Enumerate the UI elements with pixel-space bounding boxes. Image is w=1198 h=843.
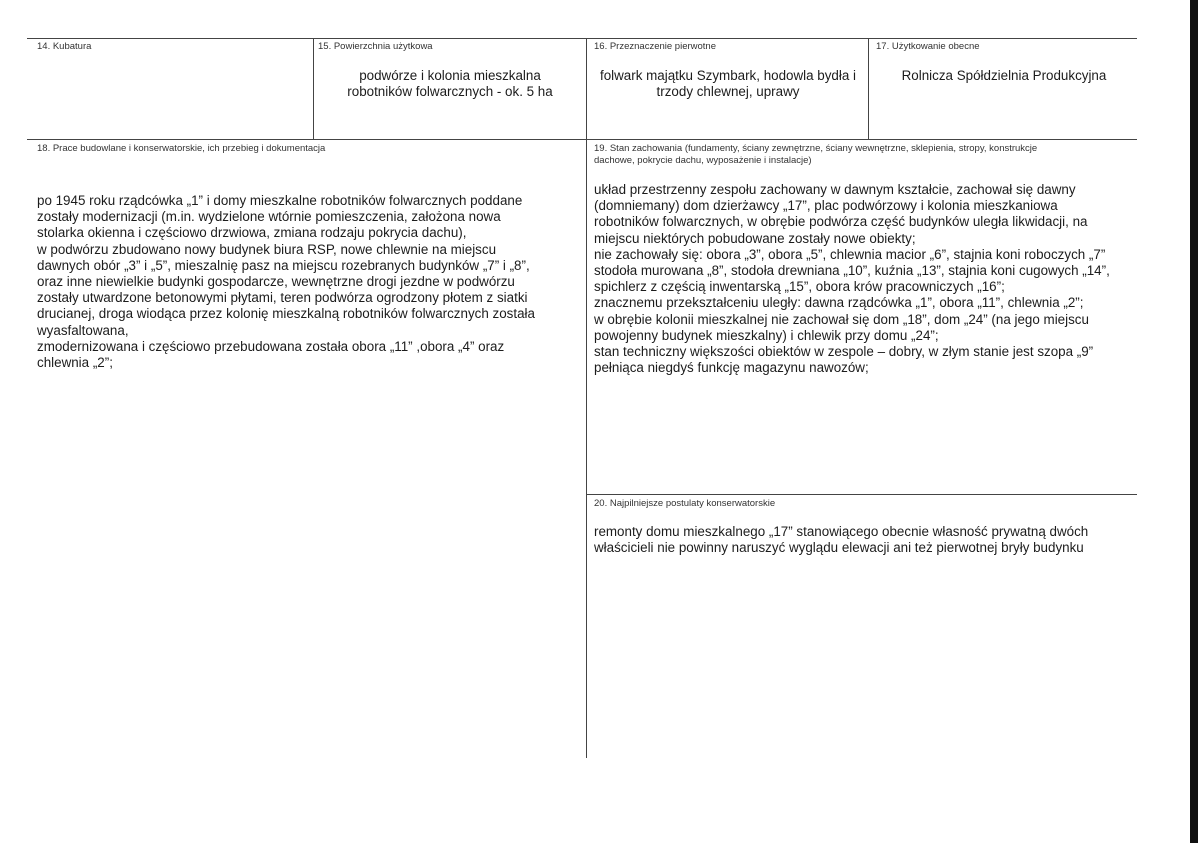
field-19-line: nie zachowały się: obora „3”, obora „5”, chlewnia macior „6”, stajnia koni roboczych „7”: [594, 246, 1106, 262]
field-18-line: zostały utwardzone betonowymi płytami, teren podwórza ogrodzony płotem z siatki: [37, 290, 528, 306]
field-18-line: w podwórzu zbudowano nowy budynek biura RSP, nowe chlewnie na miejscu: [37, 241, 497, 257]
field-19-line: układ przestrzenny zespołu zachowany w dawnym kształcie, zachował się dawny: [594, 182, 1076, 197]
field-20-line: remonty domu mieszkalnego „17” stanowiącego obecnie własność prywatną dwóch: [594, 524, 1089, 539]
field-20-line: właścicieli nie powinny naruszyć wyglądu elewacji ani też pierwotnej bryły budynku: [594, 540, 1084, 556]
field-16-line: folwark majątku Szymbark, hodowla bydła i: [599, 68, 857, 83]
field-18-line: stolarka okienna i częściowo drzwiowa, zmiana rodzaju pokrycia dachu),: [37, 225, 467, 241]
field-19-line: miejscu niektórych pobudowane zostały nowe obiekty;: [594, 230, 916, 246]
rule-col-16: [586, 38, 587, 758]
field-19-line: stodoła murowana „8”, stodoła drewniana „10”, kuźnia „13”, stajnia koni cugowych „14”,: [594, 263, 1110, 279]
field-19-line: spichlerz z częścią inwentarską „15”, obora krów pracowniczych „16”;: [594, 279, 1005, 295]
field-19-line: w obrębie kolonii mieszkalnej nie zachował się dom „18”, dom „24” (na jego miejscu: [594, 311, 1089, 327]
field-19-line: robotników folwarcznych, w obrębie podwórza część budynków uległa likwidacji, na: [594, 214, 1088, 230]
field-16-value: [590, 68, 866, 100]
field-19-line: pełniąca niegdyś funkcję magazynu nawozów;: [594, 360, 869, 376]
field-18-line: wyasfaltowana,: [37, 322, 129, 338]
rule-field20-top: [586, 494, 1137, 495]
field-19-label-line: 19. Stan zachowania (fundamenty, ściany zewnętrzne, ściany wewnętrzne, sklepienia, stropy, konstrukcje: [594, 143, 1038, 154]
field-18-line: oraz inne niewielkie budynki gospodarcze, wewnętrzne drogi jezdne w podwórzu: [37, 274, 515, 290]
field-19-line: powojenny budynek mieszkalny) i chlewik przy domu „24”;: [594, 327, 939, 343]
field-15-label: 15. Powierzchnia użytkowa: [318, 41, 433, 52]
field-16-line: trzody chlewnej, uprawy: [656, 84, 800, 100]
field-18-line: chlewnia „2”;: [37, 355, 113, 371]
field-17-value: [872, 68, 1136, 84]
field-17-line: Rolnicza Spółdzielnia Produkcyjna: [901, 68, 1107, 83]
field-19-line: (domniemany) dom dzierżawcy „17”, plac podwórzowy i kolonia mieszkaniowa: [594, 198, 1058, 214]
field-18-line: zostały modernizacji (m.in. wydzielone wtórnie pomieszczenia, założona nowa: [37, 209, 501, 225]
field-19-label: [594, 143, 1037, 167]
field-18-line: drucianej, droga wiodąca przez kolonię mieszkalną robotników folwarcznych została: [37, 306, 535, 322]
field-18-line: zmodernizowana i częściowo przebudowana została obora „11” ,obora „4” oraz: [37, 338, 505, 354]
rule-top: [27, 38, 1137, 39]
field-15-line: robotników folwarcznych - ok. 5 ha: [347, 84, 553, 100]
field-18-line: po 1945 roku rządcówka „1” i domy mieszkalne robotników folwarcznych poddane: [37, 193, 523, 208]
field-14-label: 14. Kubatura: [37, 41, 92, 52]
field-16-label: 16. Przeznaczenie pierwotne: [594, 41, 716, 52]
field-18-value: [37, 193, 585, 371]
field-18-line: dawnych obór „3” i „5”, mieszalnię pasz na miejscu rozebranych budynków „7” i „8”,: [37, 257, 530, 273]
field-19-line: stan techniczny większości obiektów w zespole – dobry, w złym stanie jest szopa „9”: [594, 344, 1094, 360]
rule-col-15: [313, 38, 314, 140]
field-19-line: znacznemu przekształceniu uległy: dawna rządcówka „1”, obora „11”, chlewnia „2”;: [594, 295, 1084, 311]
rule-col-17: [868, 38, 869, 140]
scan-edge: [1190, 0, 1198, 843]
field-20-label: 20. Najpilniejsze postulaty konserwatorskie: [594, 498, 776, 509]
field-17-label: 17. Użytkowanie obecne: [876, 41, 980, 52]
field-20-value: [594, 524, 1134, 556]
field-19-label-line: dachowe, pokrycie dachu, wyposażenie i instalacje): [594, 155, 812, 166]
field-18-label: 18. Prace budowlane i konserwatorskie, ich przebieg i dokumentacja: [37, 143, 326, 154]
field-19-value: [594, 182, 1134, 376]
field-15-line: podwórze i kolonia mieszkalna: [359, 68, 541, 83]
rule-row1-bottom: [27, 139, 1137, 140]
field-15-value: [318, 68, 582, 100]
